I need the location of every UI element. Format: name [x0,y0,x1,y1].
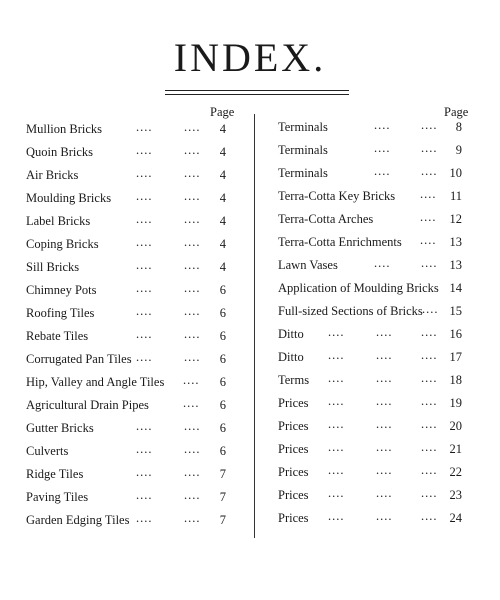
index-entry-page-number: 6 [219,421,226,435]
leader-dots: .... [376,371,393,385]
index-entry-page-number: 6 [219,329,226,343]
index-entry-page-number: 19 [449,396,462,410]
leader-dots: .... [328,371,345,385]
index-entry-name: Terra-Cotta Enrichments [278,235,402,249]
index-entry [278,372,462,388]
index-entry [278,395,462,411]
index-title: INDEX. [173,35,327,80]
leader-dots: .... [136,258,153,272]
leader-dots: .... [328,440,345,454]
index-entry [278,349,462,365]
leader-dots: .... [136,350,153,364]
leader-dots: .... [136,189,153,203]
index-entry [278,257,462,273]
index-entry-page-number: 4 [219,122,226,136]
index-entry-name: Quoin Bricks [26,145,94,159]
index-entry-name: Terra-Cotta Key Bricks [278,189,396,203]
index-entry-page-number: 6 [219,444,226,458]
index-entry-name: Coping Bricks [26,237,99,251]
index-entry-page-number: 4 [219,214,226,228]
index-entry [278,211,462,227]
leader-dots: .... [184,258,201,272]
leader-dots: .... [328,463,345,477]
index-entry [26,351,226,367]
leader-dots: .... [184,419,201,433]
index-entry-name: Gutter Bricks [26,421,94,435]
leader-dots: .... [374,164,391,178]
leader-dots: .... [184,442,201,456]
index-entry-name: Ridge Tiles [26,467,84,481]
index-entry-name: Ditto [278,327,304,341]
leader-dots: .... [421,394,438,408]
leader-dots: .... [184,120,201,134]
leader-dots: .... [421,256,438,270]
index-entry-page-number: 4 [219,260,226,274]
leader-dots: .... [420,233,437,247]
index-entry [278,142,462,158]
index-entry [26,466,226,482]
index-entry [278,188,462,204]
index-entry [26,190,226,206]
index-entry [26,259,226,275]
index-entry [26,420,226,436]
index-entry-page-number: 6 [219,283,226,297]
index-entry-name: Air Bricks [26,168,79,182]
leader-dots: .... [420,187,437,201]
leader-dots: .... [136,281,153,295]
leader-dots: .... [421,164,438,178]
leader-dots: .... [136,166,153,180]
leader-dots: .... [184,166,201,180]
index-entry-page-number: 6 [219,398,226,412]
index-entry [26,489,226,505]
index-entry [26,443,226,459]
index-entry-name: Culverts [26,444,69,458]
index-entry-page-number: 4 [219,145,226,159]
leader-dots: .... [421,509,438,523]
leader-dots: .... [184,212,201,226]
index-entry-name: Hip, Valley and Angle Tiles [26,375,165,389]
page-column-heading-right: Page [444,105,469,119]
leader-dots: .... [421,463,438,477]
leader-dots: .... [328,509,345,523]
leader-dots: .... [376,325,393,339]
leader-dots: .... [328,417,345,431]
index-entry-page-number: 24 [449,511,462,525]
leader-dots: .... [374,256,391,270]
leader-dots: .... [376,348,393,362]
leader-dots: .... [376,440,393,454]
leader-dots: .... [421,440,438,454]
index-entry [26,512,226,528]
index-entry-page-number: 9 [455,143,462,157]
page-column-heading-left: Page [210,105,235,119]
index-entry-name: Prices [278,511,309,525]
leader-dots: .... [421,417,438,431]
index-entry [278,487,462,503]
index-entry-page-number: 15 [449,304,462,318]
leader-dots: .... [376,417,393,431]
index-entry [26,121,226,137]
title-rule-lower [165,94,349,95]
index-entry [278,119,462,135]
index-entry-name: Terminals [278,120,328,134]
index-entry-page-number: 23 [449,488,462,502]
leader-dots: .... [136,488,153,502]
index-entry-name: Paving Tiles [26,490,89,504]
index-entry-name: Terra-Cotta Arches [278,212,374,226]
index-entry [26,236,226,252]
leader-dots: .... [421,348,438,362]
leader-dots: .... [328,394,345,408]
index-entry-page-number: 7 [219,513,226,527]
leader-dots: .... [184,189,201,203]
index-entry-name: Prices [278,442,309,456]
index-entry-page-number: 7 [219,490,226,504]
leader-dots: .... [136,327,153,341]
index-entry-page-number: 7 [219,467,226,481]
leader-dots: .... [376,486,393,500]
index-entry-name: Ditto [278,350,304,364]
index-entry-name: Application of Moulding Bricks [278,281,439,295]
index-entry-name: Prices [278,488,309,502]
leader-dots: .... [184,235,201,249]
leader-dots: .... [136,465,153,479]
leader-dots: .... [376,509,393,523]
index-entry [26,305,226,321]
leader-dots: .... [136,143,153,157]
leader-dots: .... [184,327,201,341]
index-entry-page-number: 4 [219,237,226,251]
title-rule-upper [165,90,349,91]
index-entry-name: Rebate Tiles [26,329,89,343]
index-entry-page-number: 18 [449,373,462,387]
index-entry [278,441,462,457]
leader-dots: .... [421,486,438,500]
leader-dots: .... [374,141,391,155]
index-entry-name: Terminals [278,143,328,157]
index-entry [26,397,226,413]
leader-dots: .... [374,118,391,132]
leader-dots: .... [421,141,438,155]
index-entry-name: Lawn Vases [278,258,338,272]
index-entry-page-number: 4 [219,168,226,182]
leader-dots: .... [136,120,153,134]
index-entry-name: Mullion Bricks [26,122,103,136]
leader-dots: .... [184,511,201,525]
index-entry-page-number: 21 [449,442,462,456]
index-entry [278,464,462,480]
index-entry-page-number: 6 [219,306,226,320]
index-entry-name: Terms [278,373,310,387]
index-entry-name: Chimney Pots [26,283,97,297]
index-entry-page-number: 10 [449,166,462,180]
leader-dots: .... [184,304,201,318]
index-entry [278,280,462,296]
index-entry-name: Corrugated Pan Tiles [26,352,132,366]
index-entry [278,165,462,181]
index-entry-page-number: 6 [219,375,226,389]
leader-dots: .... [184,143,201,157]
index-entry-name: Garden Edging Tiles [26,513,130,527]
leader-dots: .... [136,304,153,318]
index-entry [26,282,226,298]
leader-dots: .... [184,465,201,479]
leader-dots: .... [376,463,393,477]
index-entry-name: Terminals [278,166,328,180]
leader-dots: .... [184,488,201,502]
index-entry-name: Prices [278,396,309,410]
leader-dots: .... [183,396,200,410]
index-entry-page-number: 14 [449,281,462,295]
leader-dots: .... [421,118,438,132]
leader-dots: .... [328,348,345,362]
index-entry [26,167,226,183]
leader-dots: .... [421,325,438,339]
leader-dots: .... [136,511,153,525]
leader-dots: .... [328,486,345,500]
leader-dots: .... [421,371,438,385]
index-entry-page-number: 11 [449,189,462,203]
index-entry-page-number: 6 [219,352,226,366]
index-entry-name: Label Bricks [26,214,91,228]
index-entry-name: Roofing Tiles [26,306,95,320]
leader-dots: .... [422,302,439,316]
index-entry [278,303,462,319]
index-entry-page-number: 13 [449,258,462,272]
index-entry [278,510,462,526]
leader-dots: .... [183,373,200,387]
leader-dots: .... [136,235,153,249]
index-entry-name: Moulding Bricks [26,191,112,205]
leader-dots: .... [328,325,345,339]
leader-dots: .... [184,281,201,295]
index-entry-name: Agricultural Drain Pipes [26,398,149,412]
leader-dots: .... [184,350,201,364]
index-entry-page-number: 17 [449,350,462,364]
index-entry-page-number: 13 [449,235,462,249]
index-entry-name: Full-sized Sections of Bricks [278,304,423,318]
index-entry-name: Prices [278,419,309,433]
index-entry-page-number: 12 [449,212,462,226]
leader-dots: .... [136,419,153,433]
index-entry [278,326,462,342]
index-entry-page-number: 16 [449,327,462,341]
index-entry-page-number: 20 [449,419,462,433]
index-entry [26,328,226,344]
leader-dots: .... [376,394,393,408]
index-entry [26,144,226,160]
index-entry [278,234,462,250]
leader-dots: .... [136,212,153,226]
index-entry-page-number: 4 [219,191,226,205]
index-entry [278,418,462,434]
index-entry-page-number: 8 [455,120,462,134]
leader-dots: .... [136,442,153,456]
index-entry [26,374,226,390]
index-entry [26,213,226,229]
index-entry-name: Prices [278,465,309,479]
column-divider [254,114,255,538]
index-entry-name: Sill Bricks [26,260,80,274]
index-entry-page-number: 22 [449,465,462,479]
leader-dots: .... [420,210,437,224]
